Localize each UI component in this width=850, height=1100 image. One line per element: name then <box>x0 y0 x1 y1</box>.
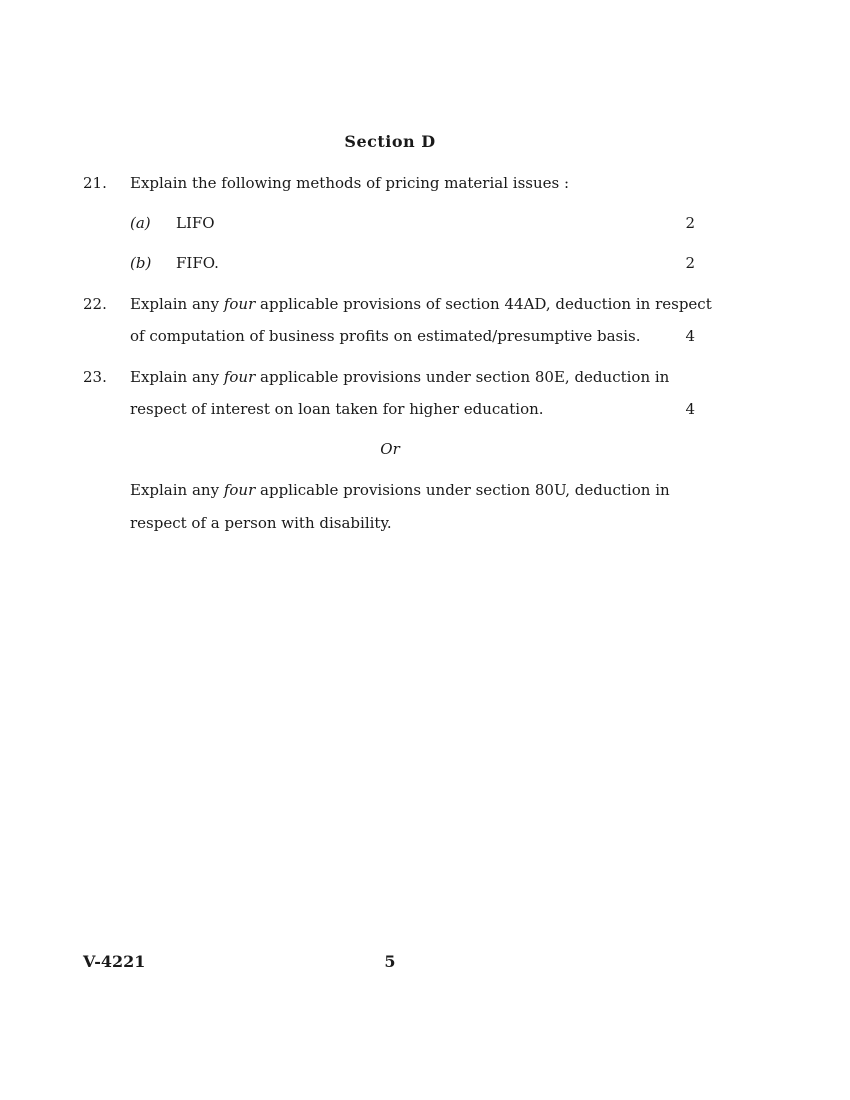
question-21a-text: LIFO <box>176 214 215 232</box>
question-22-line-2-text: of computation of business profits on estimated/presumptive basis. <box>130 327 641 345</box>
question-23-alt-line-2: respect of a person with disability. <box>130 514 392 532</box>
question-21b-text: FIFO. <box>176 254 219 272</box>
question-21-text: Explain the following methods of pricing material issues : <box>130 174 570 192</box>
question-22-line-1 <box>130 295 712 313</box>
paper-code: V-4221 <box>83 952 146 971</box>
page-number: 5 <box>384 952 396 971</box>
question-22-emphasis: four <box>223 295 256 313</box>
question-22-marks: 4 <box>685 327 695 345</box>
question-22-line-2 <box>130 327 695 345</box>
question-23-line-2 <box>130 400 695 418</box>
question-23-line-1 <box>130 368 669 386</box>
question-23-alt-line-1-pre: Explain any <box>130 481 224 499</box>
question-23-marks: 4 <box>685 400 695 418</box>
question-22-line-1-post: applicable provisions of section 44AD, deduction in respect <box>255 295 712 313</box>
or-divider: Or <box>380 440 400 458</box>
question-21a-label: (a) <box>130 214 151 232</box>
question-23-alt-emphasis: four <box>223 481 256 499</box>
question-22-number: 22. <box>83 295 107 313</box>
section-title: Section D <box>344 132 436 151</box>
question-21b-label: (b) <box>130 254 152 272</box>
question-21-number: 21. <box>83 174 107 192</box>
question-23-number: 23. <box>83 368 107 386</box>
question-21a-marks: 2 <box>685 214 695 232</box>
question-23-line-1-post: applicable provisions under section 80E, deduction in <box>255 368 670 386</box>
question-21b-marks: 2 <box>685 254 695 272</box>
question-23-emphasis: four <box>223 368 256 386</box>
question-23-alt-line-1-post: applicable provisions under section 80U, deduction in <box>255 481 670 499</box>
question-23-alt-line-1 <box>130 481 670 499</box>
question-23-line-2-text: respect of interest on loan taken for higher education. <box>130 400 544 418</box>
question-22-line-1-pre: Explain any <box>130 295 224 313</box>
question-23-line-1-pre: Explain any <box>130 368 224 386</box>
